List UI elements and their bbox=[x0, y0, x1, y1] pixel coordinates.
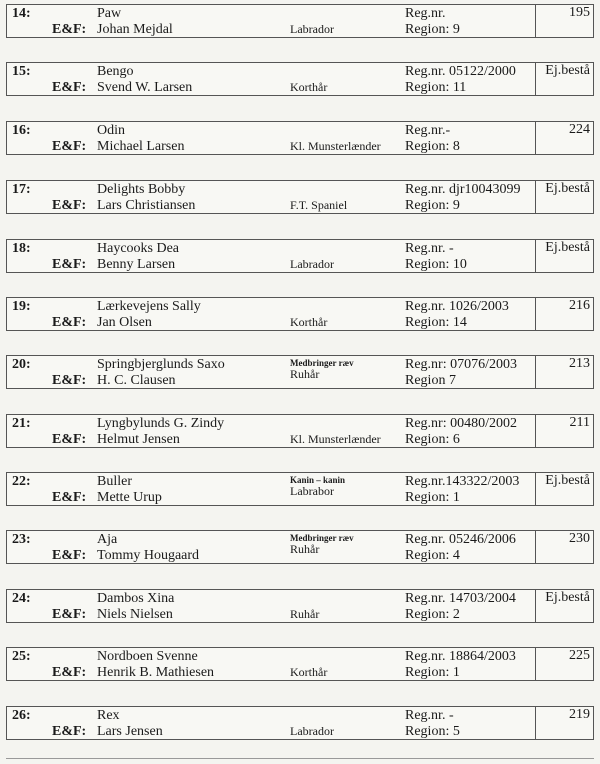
dog-name: Rex bbox=[97, 708, 120, 723]
entry-number: 22: bbox=[12, 474, 31, 489]
entry-row bbox=[6, 355, 594, 389]
dog-name: Lærkevejens Sally bbox=[97, 299, 201, 314]
registration-number: Reg.nr. 18864/2003 bbox=[405, 649, 516, 664]
entry-prefix-label: E&F: bbox=[52, 373, 87, 388]
score-cell: Ej.bestå bbox=[535, 62, 593, 96]
region-label: Region: 4 bbox=[405, 548, 460, 563]
registration-number: Reg.nr. bbox=[405, 6, 446, 21]
entry-number: 26: bbox=[12, 708, 31, 723]
entry-prefix-label: E&F: bbox=[52, 315, 87, 330]
dog-breed: Korthår bbox=[290, 665, 328, 679]
score-cell: 195 bbox=[535, 4, 593, 38]
entry-row bbox=[6, 472, 594, 506]
dog-breed: Labrabor bbox=[290, 484, 334, 498]
entry-prefix-label: E&F: bbox=[52, 80, 87, 95]
entry-note: Kanin – kanin bbox=[290, 475, 346, 485]
dog-breed: F.T. Spaniel bbox=[290, 198, 348, 212]
page-bottom-divider bbox=[6, 758, 594, 759]
owner-name: Helmut Jensen bbox=[97, 432, 180, 447]
region-label: Region: 1 bbox=[405, 490, 460, 505]
dog-name: Nordboen Svenne bbox=[97, 649, 198, 664]
owner-name: Svend W. Larsen bbox=[97, 80, 193, 95]
region-label: Region: 9 bbox=[405, 198, 460, 213]
region-label: Region: 14 bbox=[405, 315, 467, 330]
registration-number: Reg.nr.- bbox=[405, 123, 451, 138]
region-label: Region: 5 bbox=[405, 724, 460, 739]
dog-breed: Kl. Munsterlænder bbox=[290, 432, 381, 446]
registration-number: Reg.nr. 05246/2006 bbox=[405, 532, 516, 547]
dog-name: Aja bbox=[97, 532, 118, 547]
entry-number: 23: bbox=[12, 532, 31, 547]
owner-name: Lars Jensen bbox=[97, 724, 163, 739]
entry-row bbox=[6, 530, 594, 564]
entry-prefix-label: E&F: bbox=[52, 607, 87, 622]
entry-number: 17: bbox=[12, 182, 31, 197]
region-label: Region: 8 bbox=[405, 139, 460, 154]
entry-number: 20: bbox=[12, 357, 31, 372]
owner-name: Lars Christiansen bbox=[97, 198, 196, 213]
region-label: Region: 1 bbox=[405, 665, 460, 680]
entry-prefix-label: E&F: bbox=[52, 257, 87, 272]
dog-name: Dambos Xina bbox=[97, 591, 175, 606]
dog-name: Haycooks Dea bbox=[97, 241, 180, 256]
dog-name: Buller bbox=[97, 474, 132, 489]
entry-number: 19: bbox=[12, 299, 31, 314]
entry-number: 24: bbox=[12, 591, 31, 606]
score-cell: Ej.bestå bbox=[535, 239, 593, 273]
owner-name: Benny Larsen bbox=[97, 257, 176, 272]
dog-breed: Kl. Munsterlænder bbox=[290, 139, 381, 153]
registration-number: Reg.nr: 07076/2003 bbox=[405, 357, 517, 372]
dog-name: Lyngbylunds G. Zindy bbox=[97, 416, 225, 431]
entry-prefix-label: E&F: bbox=[52, 665, 87, 680]
registration-number: Reg.nr. 1026/2003 bbox=[405, 299, 509, 314]
dog-breed: Labrador bbox=[290, 257, 334, 271]
dog-name: Odin bbox=[97, 123, 125, 138]
score-cell: 213 bbox=[535, 355, 593, 389]
registration-number: Reg.nr. - bbox=[405, 708, 454, 723]
score-cell: Ej.bestå bbox=[535, 180, 593, 214]
dog-breed: Korthår bbox=[290, 315, 328, 329]
region-label: Region: 9 bbox=[405, 22, 460, 37]
dog-name: Paw bbox=[97, 6, 122, 21]
entry-row bbox=[6, 706, 594, 740]
owner-name: Johan Mejdal bbox=[97, 22, 173, 37]
score-cell: 211 bbox=[535, 414, 593, 448]
score-cell: 224 bbox=[535, 121, 593, 155]
score-cell: Ej.bestå bbox=[535, 589, 593, 623]
entry-prefix-label: E&F: bbox=[52, 22, 87, 37]
score-cell: 216 bbox=[535, 297, 593, 331]
entry-prefix-label: E&F: bbox=[52, 198, 87, 213]
owner-name: H. C. Clausen bbox=[97, 373, 176, 388]
entry-row bbox=[6, 589, 594, 623]
owner-name: Mette Urup bbox=[97, 490, 162, 505]
dog-name: Delights Bobby bbox=[97, 182, 186, 197]
owner-name: Henrik B. Mathiesen bbox=[97, 665, 215, 680]
entry-row bbox=[6, 62, 594, 96]
dog-breed: Labrador bbox=[290, 724, 334, 738]
entry-note: Medbringer ræv bbox=[290, 533, 354, 543]
dog-breed: Korthår bbox=[290, 80, 328, 94]
region-label: Region: 11 bbox=[405, 80, 467, 95]
region-label: Region: 6 bbox=[405, 432, 460, 447]
entry-row bbox=[6, 180, 594, 214]
region-label: Region 7 bbox=[405, 373, 456, 388]
owner-name: Jan Olsen bbox=[97, 315, 152, 330]
registration-number: Reg.nr. 14703/2004 bbox=[405, 591, 516, 606]
dog-name: Springbjerglunds Saxo bbox=[97, 357, 225, 372]
entry-number: 14: bbox=[12, 6, 31, 21]
dog-breed: Ruhår bbox=[290, 367, 320, 381]
entry-row bbox=[6, 647, 594, 681]
entry-row bbox=[6, 4, 594, 38]
score-cell: 230 bbox=[535, 530, 593, 564]
entry-prefix-label: E&F: bbox=[52, 139, 87, 154]
registration-number: Reg.nr.143322/2003 bbox=[405, 474, 520, 489]
entry-prefix-label: E&F: bbox=[52, 490, 87, 505]
owner-name: Niels Nielsen bbox=[97, 607, 173, 622]
score-cell: 225 bbox=[535, 647, 593, 681]
owner-name: Tommy Hougaard bbox=[97, 548, 200, 563]
entry-row bbox=[6, 121, 594, 155]
registration-number: Reg.nr: 00480/2002 bbox=[405, 416, 517, 431]
dog-name: Bengo bbox=[97, 64, 134, 79]
entry-prefix-label: E&F: bbox=[52, 548, 87, 563]
entry-prefix-label: E&F: bbox=[52, 724, 87, 739]
owner-name: Michael Larsen bbox=[97, 139, 185, 154]
entry-row bbox=[6, 239, 594, 273]
entry-note: Medbringer ræv bbox=[290, 358, 354, 368]
score-cell: 219 bbox=[535, 706, 593, 740]
dog-breed: Ruhår bbox=[290, 607, 320, 621]
entry-prefix-label: E&F: bbox=[52, 432, 87, 447]
entry-number: 21: bbox=[12, 416, 31, 431]
entry-number: 18: bbox=[12, 241, 31, 256]
entry-number: 16: bbox=[12, 123, 31, 138]
registration-number: Reg.nr. 05122/2000 bbox=[405, 64, 516, 79]
registration-number: Reg.nr. - bbox=[405, 241, 454, 256]
entry-number: 15: bbox=[12, 64, 31, 79]
entry-number: 25: bbox=[12, 649, 31, 664]
dog-breed: Ruhår bbox=[290, 542, 320, 556]
region-label: Region: 10 bbox=[405, 257, 467, 272]
registration-number: Reg.nr. djr10043099 bbox=[405, 182, 521, 197]
entry-row bbox=[6, 297, 594, 331]
region-label: Region: 2 bbox=[405, 607, 460, 622]
dog-breed: Labrador bbox=[290, 22, 334, 36]
entry-row bbox=[6, 414, 594, 448]
score-cell: Ej.bestå bbox=[535, 472, 593, 506]
